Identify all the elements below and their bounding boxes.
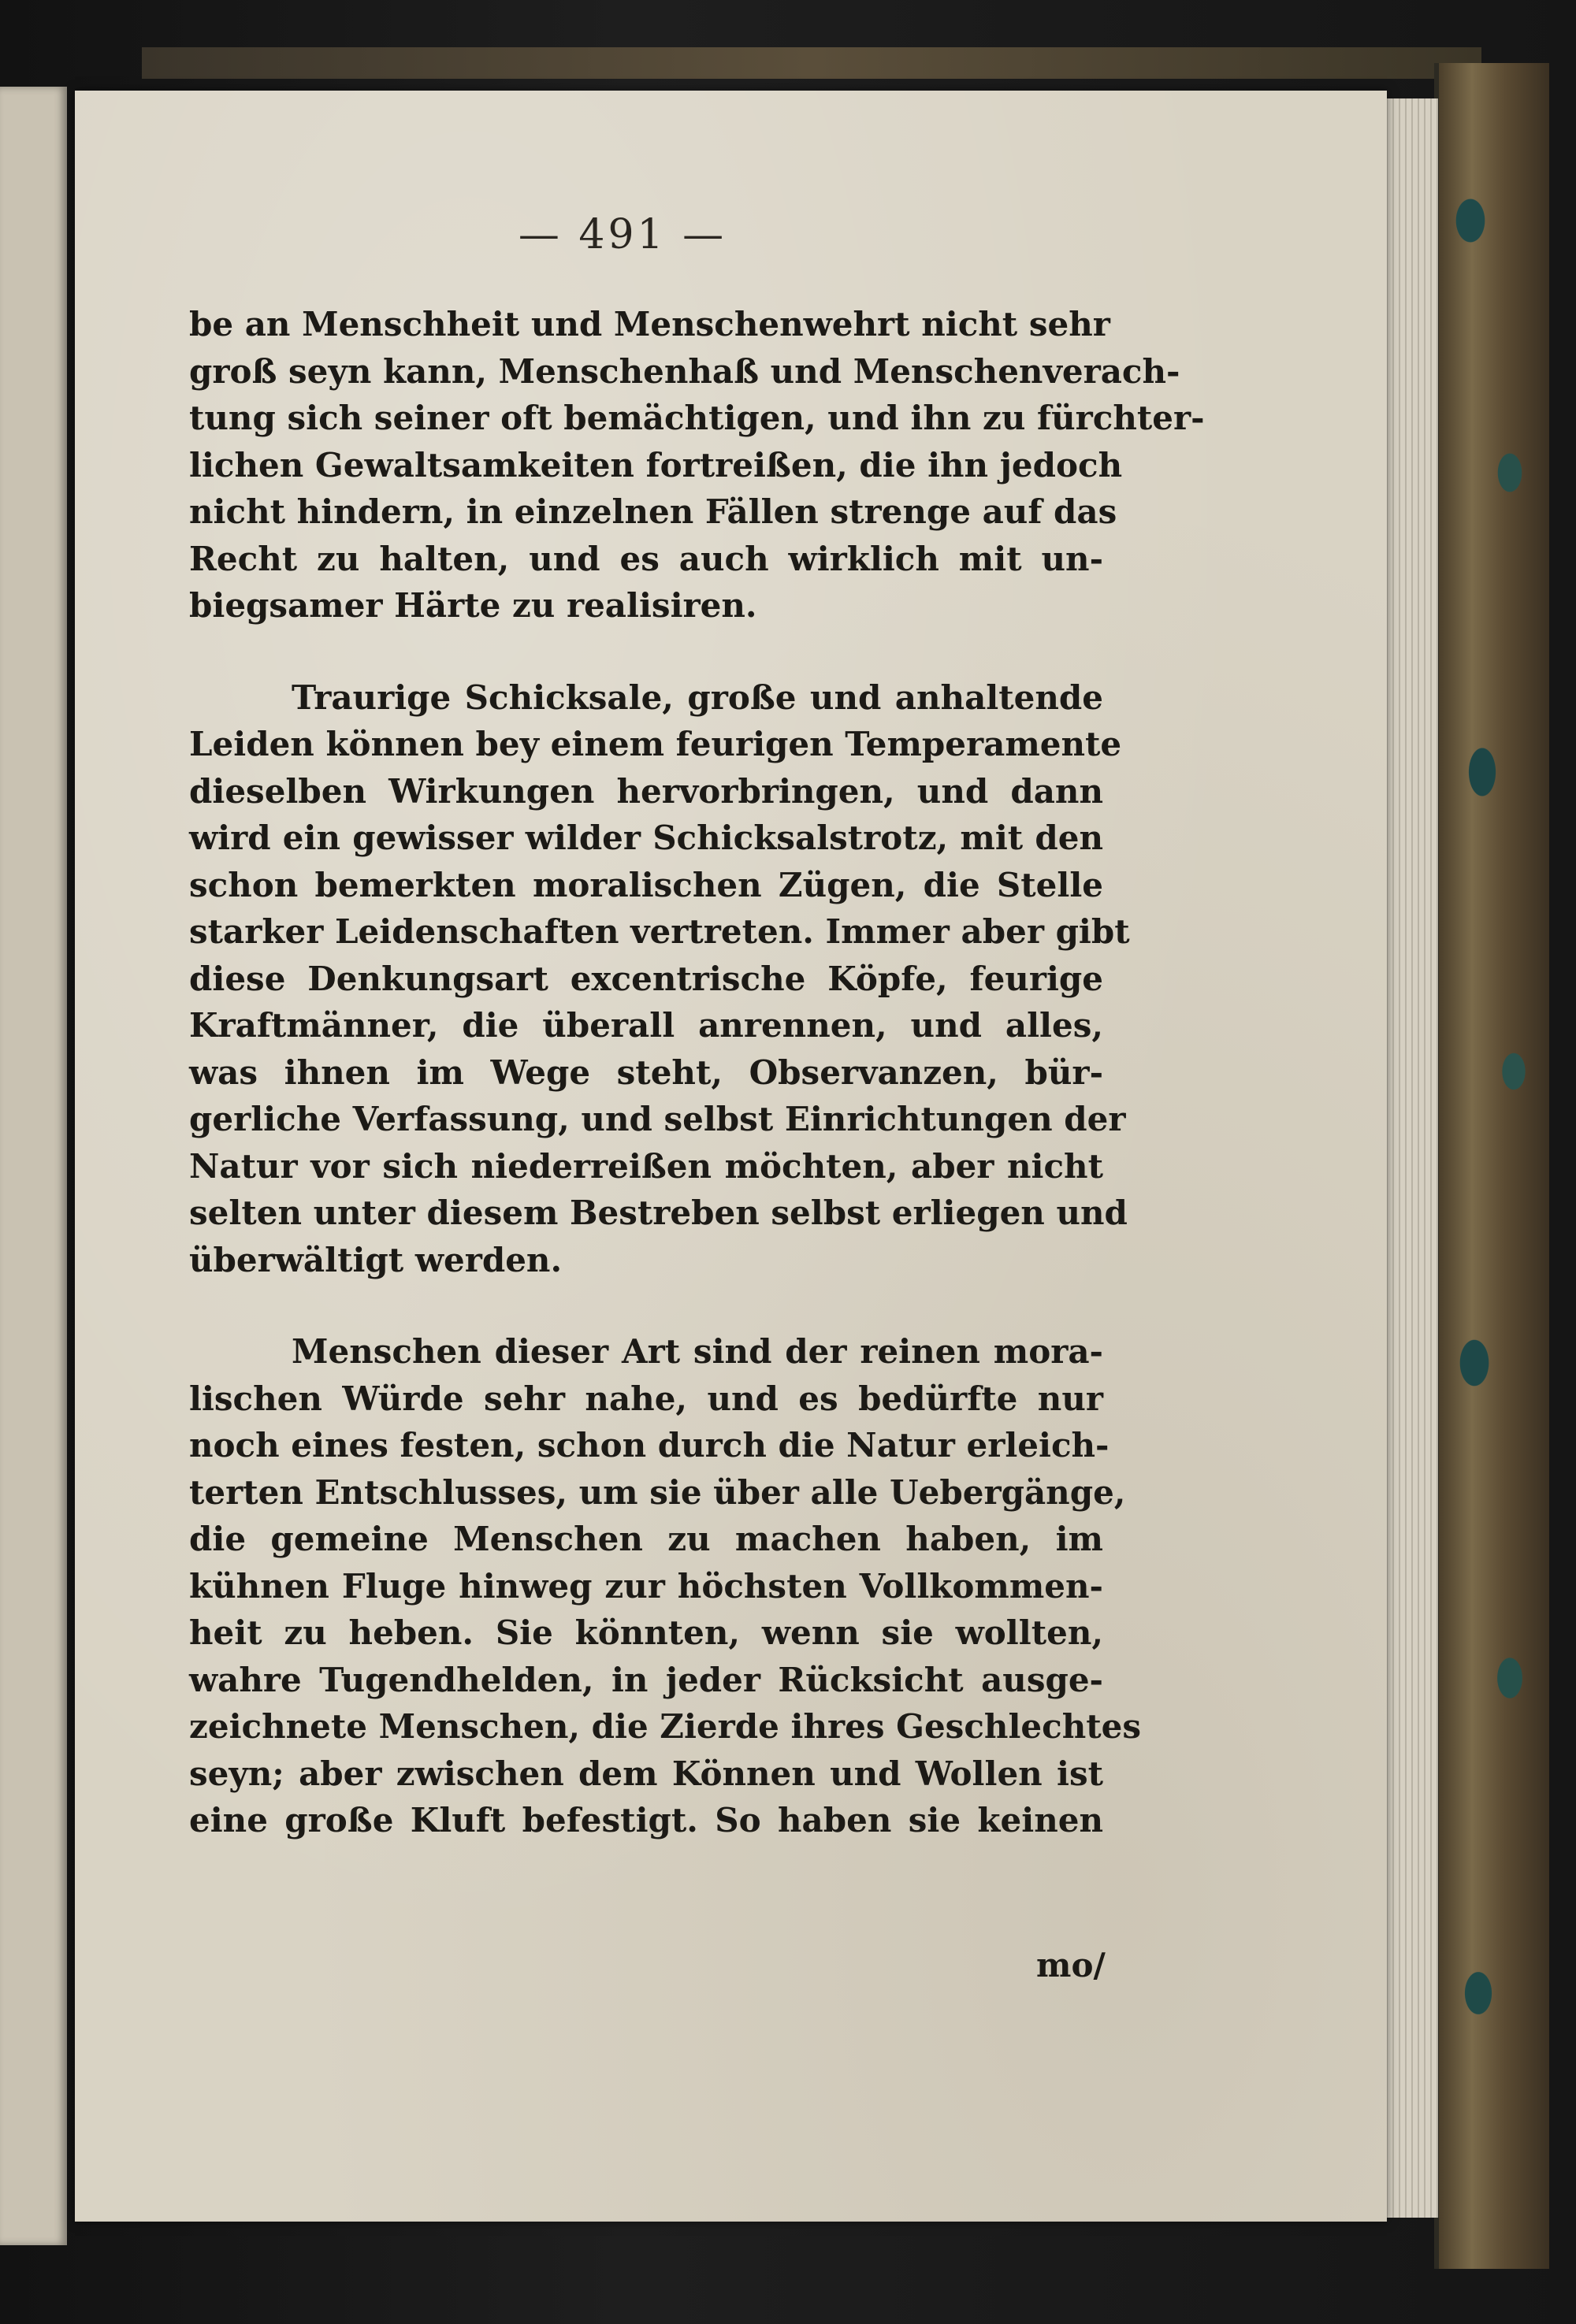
page-number-header: — 491 — bbox=[518, 211, 727, 258]
text-line: seyn; aber zwischen dem Können und Wollen ist bbox=[189, 1754, 1103, 1793]
text-line: groß seyn kann, Menschenhaß und Menschenverach- bbox=[189, 351, 1180, 391]
text-line: zeichnete Menschen, die Zierde ihres Geschlechtes bbox=[189, 1707, 1141, 1746]
text-line: tung sich seiner oft bemächtigen, und ihn zu fürchter- bbox=[189, 399, 1205, 437]
page-text bbox=[189, 301, 1205, 1844]
text-line: selten unter diesem Bestreben selbst erliegen und bbox=[189, 1194, 1128, 1232]
text-line: lischen Würde sehr nahe, und es bedürfte nur bbox=[189, 1379, 1103, 1418]
text-line: heit zu heben. Sie könnten, wenn sie wollten, bbox=[189, 1613, 1103, 1652]
text-line: dieselben Wirkungen hervorbringen, und dann bbox=[189, 771, 1103, 811]
text-line: wird ein gewisser wilder Schicksalstrotz, mit den bbox=[189, 819, 1103, 857]
marbled-cover bbox=[1434, 63, 1549, 2269]
catchword: mo/ bbox=[1036, 1946, 1106, 1984]
text-line: Kraftmänner, die überall anrennen, und alles, bbox=[189, 1006, 1103, 1045]
text-line: schon bemerkten moralischen Zügen, die Stelle bbox=[189, 865, 1103, 904]
text-line: was ihnen im Wege steht, Observanzen, bür- bbox=[189, 1052, 1103, 1092]
facing-page-edge bbox=[0, 87, 67, 2245]
book-cover-top bbox=[142, 47, 1481, 79]
text-line: Traurige Schicksale, große und anhaltende bbox=[292, 678, 1103, 717]
text-line: Recht zu halten, und es auch wirklich mit un- bbox=[189, 539, 1103, 578]
text-line: be an Menschheit und Menschenwehrt nicht sehr bbox=[189, 305, 1110, 343]
text-line: kühnen Fluge hinweg zur höchsten Vollkommen- bbox=[189, 1566, 1103, 1606]
text-line: nicht hindern, in einzelnen Fällen strenge auf das bbox=[189, 492, 1117, 531]
text-line: diese Denkungsart excentrische Köpfe, feurige bbox=[189, 959, 1103, 998]
text-line: terten Entschlusses, um sie über alle Uebergänge, bbox=[189, 1472, 1126, 1512]
text-line: Menschen dieser Art sind der reinen mora- bbox=[292, 1332, 1103, 1371]
text-line: eine große Kluft befestigt. So haben sie keinen bbox=[189, 1801, 1103, 1840]
paragraph-gap bbox=[189, 629, 1103, 674]
text-line: die gemeine Menschen zu machen haben, im bbox=[189, 1520, 1103, 1558]
text-line: gerliche Verfassung, und selbst Einrichtungen der bbox=[189, 1100, 1126, 1138]
text-line: überwältigt werden. bbox=[189, 1240, 563, 1279]
text-line: biegsamer Härte zu realisiren. bbox=[189, 586, 757, 625]
text-line: Leiden können bey einem feurigen Temperamente bbox=[189, 725, 1122, 763]
paragraph-gap bbox=[189, 1283, 1103, 1328]
text-line: noch eines festen, schon durch die Natur erleich- bbox=[189, 1426, 1110, 1465]
text-line: wahre Tugendhelden, in jeder Rücksicht ausge- bbox=[189, 1660, 1103, 1699]
text-line: lichen Gewaltsamkeiten fortreißen, die ihn jedoch bbox=[189, 445, 1123, 484]
text-line: starker Leidenschaften vertreten. Immer aber gibt bbox=[189, 912, 1130, 951]
text-line: Natur vor sich niederreißen möchten, aber nicht bbox=[189, 1146, 1103, 1186]
